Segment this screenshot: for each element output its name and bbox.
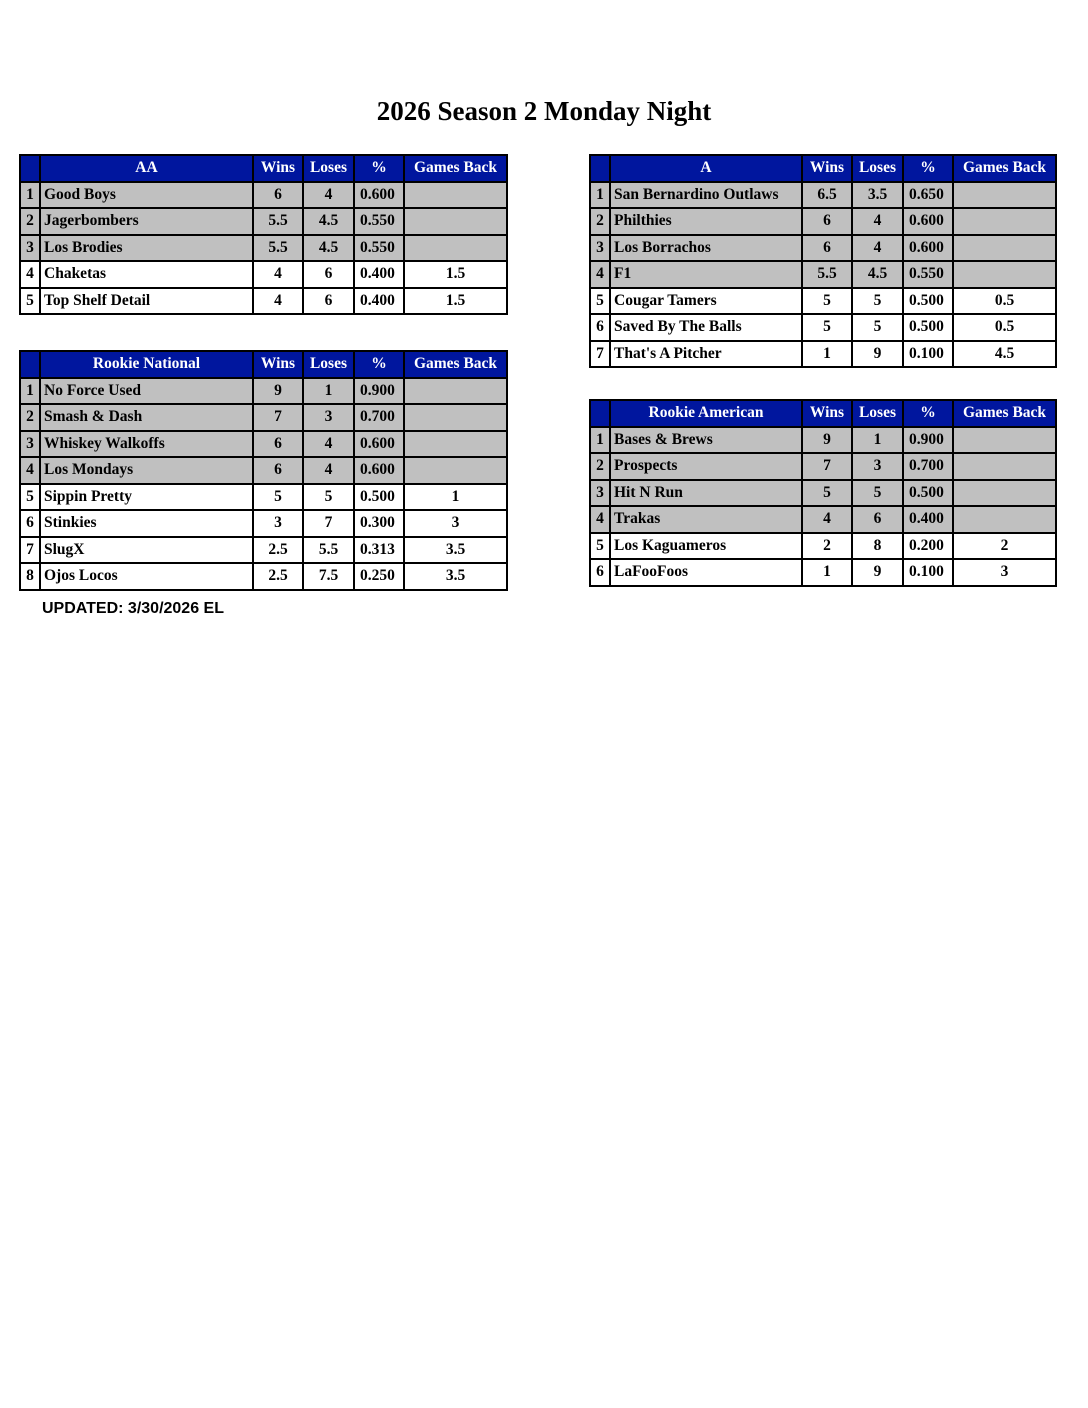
rank-cell: 3 [20,235,40,262]
loses-header: Loses [852,400,903,427]
pct-cell: 0.700 [354,404,404,431]
games-back-cell: 1.5 [404,261,507,288]
rank-header [20,155,40,182]
wins-cell: 4 [802,506,852,533]
games-back-cell: 3.5 [404,563,507,590]
pct-cell: 0.200 [903,533,953,560]
standings-table-rookie-national [19,350,508,591]
wins-cell: 6 [802,235,852,262]
pct-cell: 0.550 [354,235,404,262]
games-back-cell: 0.5 [953,314,1056,341]
rank-cell: 5 [20,484,40,511]
pct-cell: 0.550 [354,208,404,235]
loses-cell: 5 [303,484,354,511]
wins-cell: 2 [802,533,852,560]
loses-header: Loses [303,155,354,182]
wins-cell: 1 [802,559,852,586]
rank-cell: 4 [590,261,610,288]
rank-cell: 2 [20,404,40,431]
team-name-cell: Hit N Run [610,480,802,507]
games-back-cell: 0.5 [953,288,1056,315]
table-row [590,506,1056,533]
pct-cell: 0.500 [903,314,953,341]
pct-header: % [354,155,404,182]
loses-cell: 4 [303,457,354,484]
wins-cell: 2.5 [253,563,303,590]
loses-cell: 4 [852,208,903,235]
rank-cell: 4 [590,506,610,533]
team-name-cell: No Force Used [40,378,253,405]
rank-cell: 1 [590,182,610,209]
table-row [20,457,507,484]
wins-cell: 5 [802,314,852,341]
rank-cell: 6 [590,559,610,586]
games-back-cell [953,480,1056,507]
table-row [20,288,507,315]
standings-table-aa [19,154,508,315]
rank-cell: 4 [20,261,40,288]
pct-cell: 0.100 [903,559,953,586]
wins-cell: 6 [802,208,852,235]
header-row [20,155,507,182]
rank-cell: 3 [590,480,610,507]
table-row [590,427,1056,454]
division-name: AA [40,155,253,182]
games-back-header: Games Back [404,351,507,378]
rank-cell: 2 [590,453,610,480]
team-name-cell: Saved By The Balls [610,314,802,341]
team-name-cell: LaFooFoos [610,559,802,586]
games-back-cell [404,208,507,235]
wins-cell: 1 [802,341,852,368]
updated-note: UPDATED: 3/30/2026 EL [42,600,224,617]
rank-cell: 8 [20,563,40,590]
loses-cell: 8 [852,533,903,560]
pct-cell: 0.300 [354,510,404,537]
rank-cell: 3 [20,431,40,458]
team-name-cell: Stinkies [40,510,253,537]
games-back-cell [404,404,507,431]
table-row [20,182,507,209]
rank-cell: 7 [20,537,40,564]
pct-cell: 0.100 [903,341,953,368]
games-back-cell [404,378,507,405]
rank-cell: 1 [590,427,610,454]
games-back-cell [404,182,507,209]
games-back-cell [953,261,1056,288]
pct-cell: 0.700 [903,453,953,480]
pct-cell: 0.400 [354,261,404,288]
rank-cell: 2 [20,208,40,235]
pct-cell: 0.900 [903,427,953,454]
rank-cell: 4 [20,457,40,484]
header-row [20,351,507,378]
table-row [20,563,507,590]
team-name-cell: Prospects [610,453,802,480]
team-name-cell: Los Brodies [40,235,253,262]
loses-cell: 7.5 [303,563,354,590]
rank-cell: 5 [20,288,40,315]
wins-cell: 5.5 [253,208,303,235]
wins-cell: 7 [253,404,303,431]
loses-header: Loses [303,351,354,378]
loses-cell: 4 [303,431,354,458]
games-back-cell: 3 [404,510,507,537]
wins-header: Wins [253,351,303,378]
wins-cell: 9 [253,378,303,405]
games-back-cell: 3.5 [404,537,507,564]
games-back-cell [953,182,1056,209]
wins-header: Wins [253,155,303,182]
table-row [590,182,1056,209]
pct-cell: 0.600 [903,235,953,262]
wins-cell: 5 [253,484,303,511]
table-row [590,288,1056,315]
pct-cell: 0.500 [903,480,953,507]
team-name-cell: Smash & Dash [40,404,253,431]
team-name-cell: San Bernardino Outlaws [610,182,802,209]
wins-cell: 6 [253,182,303,209]
pct-cell: 0.550 [903,261,953,288]
pct-cell: 0.650 [903,182,953,209]
team-name-cell: SlugX [40,537,253,564]
team-name-cell: Whiskey Walkoffs [40,431,253,458]
team-name-cell: Trakas [610,506,802,533]
table-row [590,208,1056,235]
pct-cell: 0.600 [354,431,404,458]
loses-cell: 5.5 [303,537,354,564]
team-name-cell: Chaketas [40,261,253,288]
games-back-cell [953,453,1056,480]
page-title: 2026 Season 2 Monday Night [376,96,712,126]
pct-cell: 0.400 [354,288,404,315]
wins-cell: 4 [253,261,303,288]
games-back-cell [404,431,507,458]
table-row [20,510,507,537]
loses-cell: 1 [303,378,354,405]
team-name-cell: Jagerbombers [40,208,253,235]
games-back-cell: 2 [953,533,1056,560]
wins-cell: 6 [253,457,303,484]
loses-cell: 4.5 [852,261,903,288]
wins-header: Wins [802,400,852,427]
pct-cell: 0.250 [354,563,404,590]
loses-cell: 6 [303,261,354,288]
games-back-cell [953,427,1056,454]
loses-cell: 3 [303,404,354,431]
games-back-cell [953,235,1056,262]
pct-header: % [354,351,404,378]
loses-cell: 4 [303,182,354,209]
table-row [20,431,507,458]
wins-cell: 5 [802,288,852,315]
team-name-cell: That's A Pitcher [610,341,802,368]
wins-cell: 6 [253,431,303,458]
loses-cell: 7 [303,510,354,537]
pct-cell: 0.500 [354,484,404,511]
table-row [590,480,1056,507]
wins-cell: 4 [253,288,303,315]
loses-cell: 5 [852,480,903,507]
table-row [590,559,1056,586]
loses-cell: 3.5 [852,182,903,209]
games-back-cell [404,235,507,262]
pct-cell: 0.600 [354,457,404,484]
wins-cell: 9 [802,427,852,454]
rank-cell: 6 [20,510,40,537]
games-back-header: Games Back [953,400,1056,427]
pct-cell: 0.400 [903,506,953,533]
division-name: A [610,155,802,182]
games-back-cell [953,506,1056,533]
team-name-cell: Los Kaguameros [610,533,802,560]
games-back-cell [404,457,507,484]
team-name-cell: Sippin Pretty [40,484,253,511]
table-row [20,235,507,262]
team-name-cell: Top Shelf Detail [40,288,253,315]
division-name: Rookie National [40,351,253,378]
table-row [590,314,1056,341]
games-back-cell [953,208,1056,235]
pct-cell: 0.600 [903,208,953,235]
wins-cell: 2.5 [253,537,303,564]
table-row [20,378,507,405]
standings-table-a [589,154,1057,368]
loses-cell: 6 [852,506,903,533]
rank-cell: 5 [590,288,610,315]
games-back-cell: 1 [404,484,507,511]
loses-cell: 4 [852,235,903,262]
table-row [20,484,507,511]
loses-cell: 9 [852,559,903,586]
pct-header: % [903,155,953,182]
table-row [20,537,507,564]
pct-cell: 0.600 [354,182,404,209]
loses-cell: 3 [852,453,903,480]
games-back-cell: 3 [953,559,1056,586]
wins-cell: 7 [802,453,852,480]
games-back-cell: 4.5 [953,341,1056,368]
table-row [20,208,507,235]
wins-header: Wins [802,155,852,182]
team-name-cell: Good Boys [40,182,253,209]
standings-table-rookie-american [589,399,1057,587]
table-row [590,235,1056,262]
loses-cell: 5 [852,288,903,315]
table-row [590,341,1056,368]
loses-header: Loses [852,155,903,182]
rank-cell: 7 [590,341,610,368]
team-name-cell: Philthies [610,208,802,235]
loses-cell: 4.5 [303,235,354,262]
team-name-cell: Los Mondays [40,457,253,484]
team-name-cell: F1 [610,261,802,288]
wins-cell: 5.5 [802,261,852,288]
table-row [20,404,507,431]
rank-cell: 3 [590,235,610,262]
rank-cell: 2 [590,208,610,235]
wins-cell: 5 [802,480,852,507]
rank-cell: 1 [20,182,40,209]
table-row [20,261,507,288]
header-row [590,400,1056,427]
table-row [590,533,1056,560]
games-back-cell: 1.5 [404,288,507,315]
loses-cell: 4.5 [303,208,354,235]
games-back-header: Games Back [404,155,507,182]
team-name-cell: Cougar Tamers [610,288,802,315]
loses-cell: 6 [303,288,354,315]
rank-header [20,351,40,378]
rank-cell: 5 [590,533,610,560]
loses-cell: 1 [852,427,903,454]
loses-cell: 9 [852,341,903,368]
pct-header: % [903,400,953,427]
wins-cell: 6.5 [802,182,852,209]
loses-cell: 5 [852,314,903,341]
pct-cell: 0.500 [903,288,953,315]
rank-header [590,400,610,427]
division-name: Rookie American [610,400,802,427]
rank-header [590,155,610,182]
games-back-header: Games Back [953,155,1056,182]
header-row [590,155,1056,182]
team-name-cell: Ojos Locos [40,563,253,590]
wins-cell: 3 [253,510,303,537]
rank-cell: 1 [20,378,40,405]
team-name-cell: Los Borrachos [610,235,802,262]
table-row [590,261,1056,288]
table-row [590,453,1056,480]
team-name-cell: Bases & Brews [610,427,802,454]
pct-cell: 0.900 [354,378,404,405]
wins-cell: 5.5 [253,235,303,262]
rank-cell: 6 [590,314,610,341]
pct-cell: 0.313 [354,537,404,564]
